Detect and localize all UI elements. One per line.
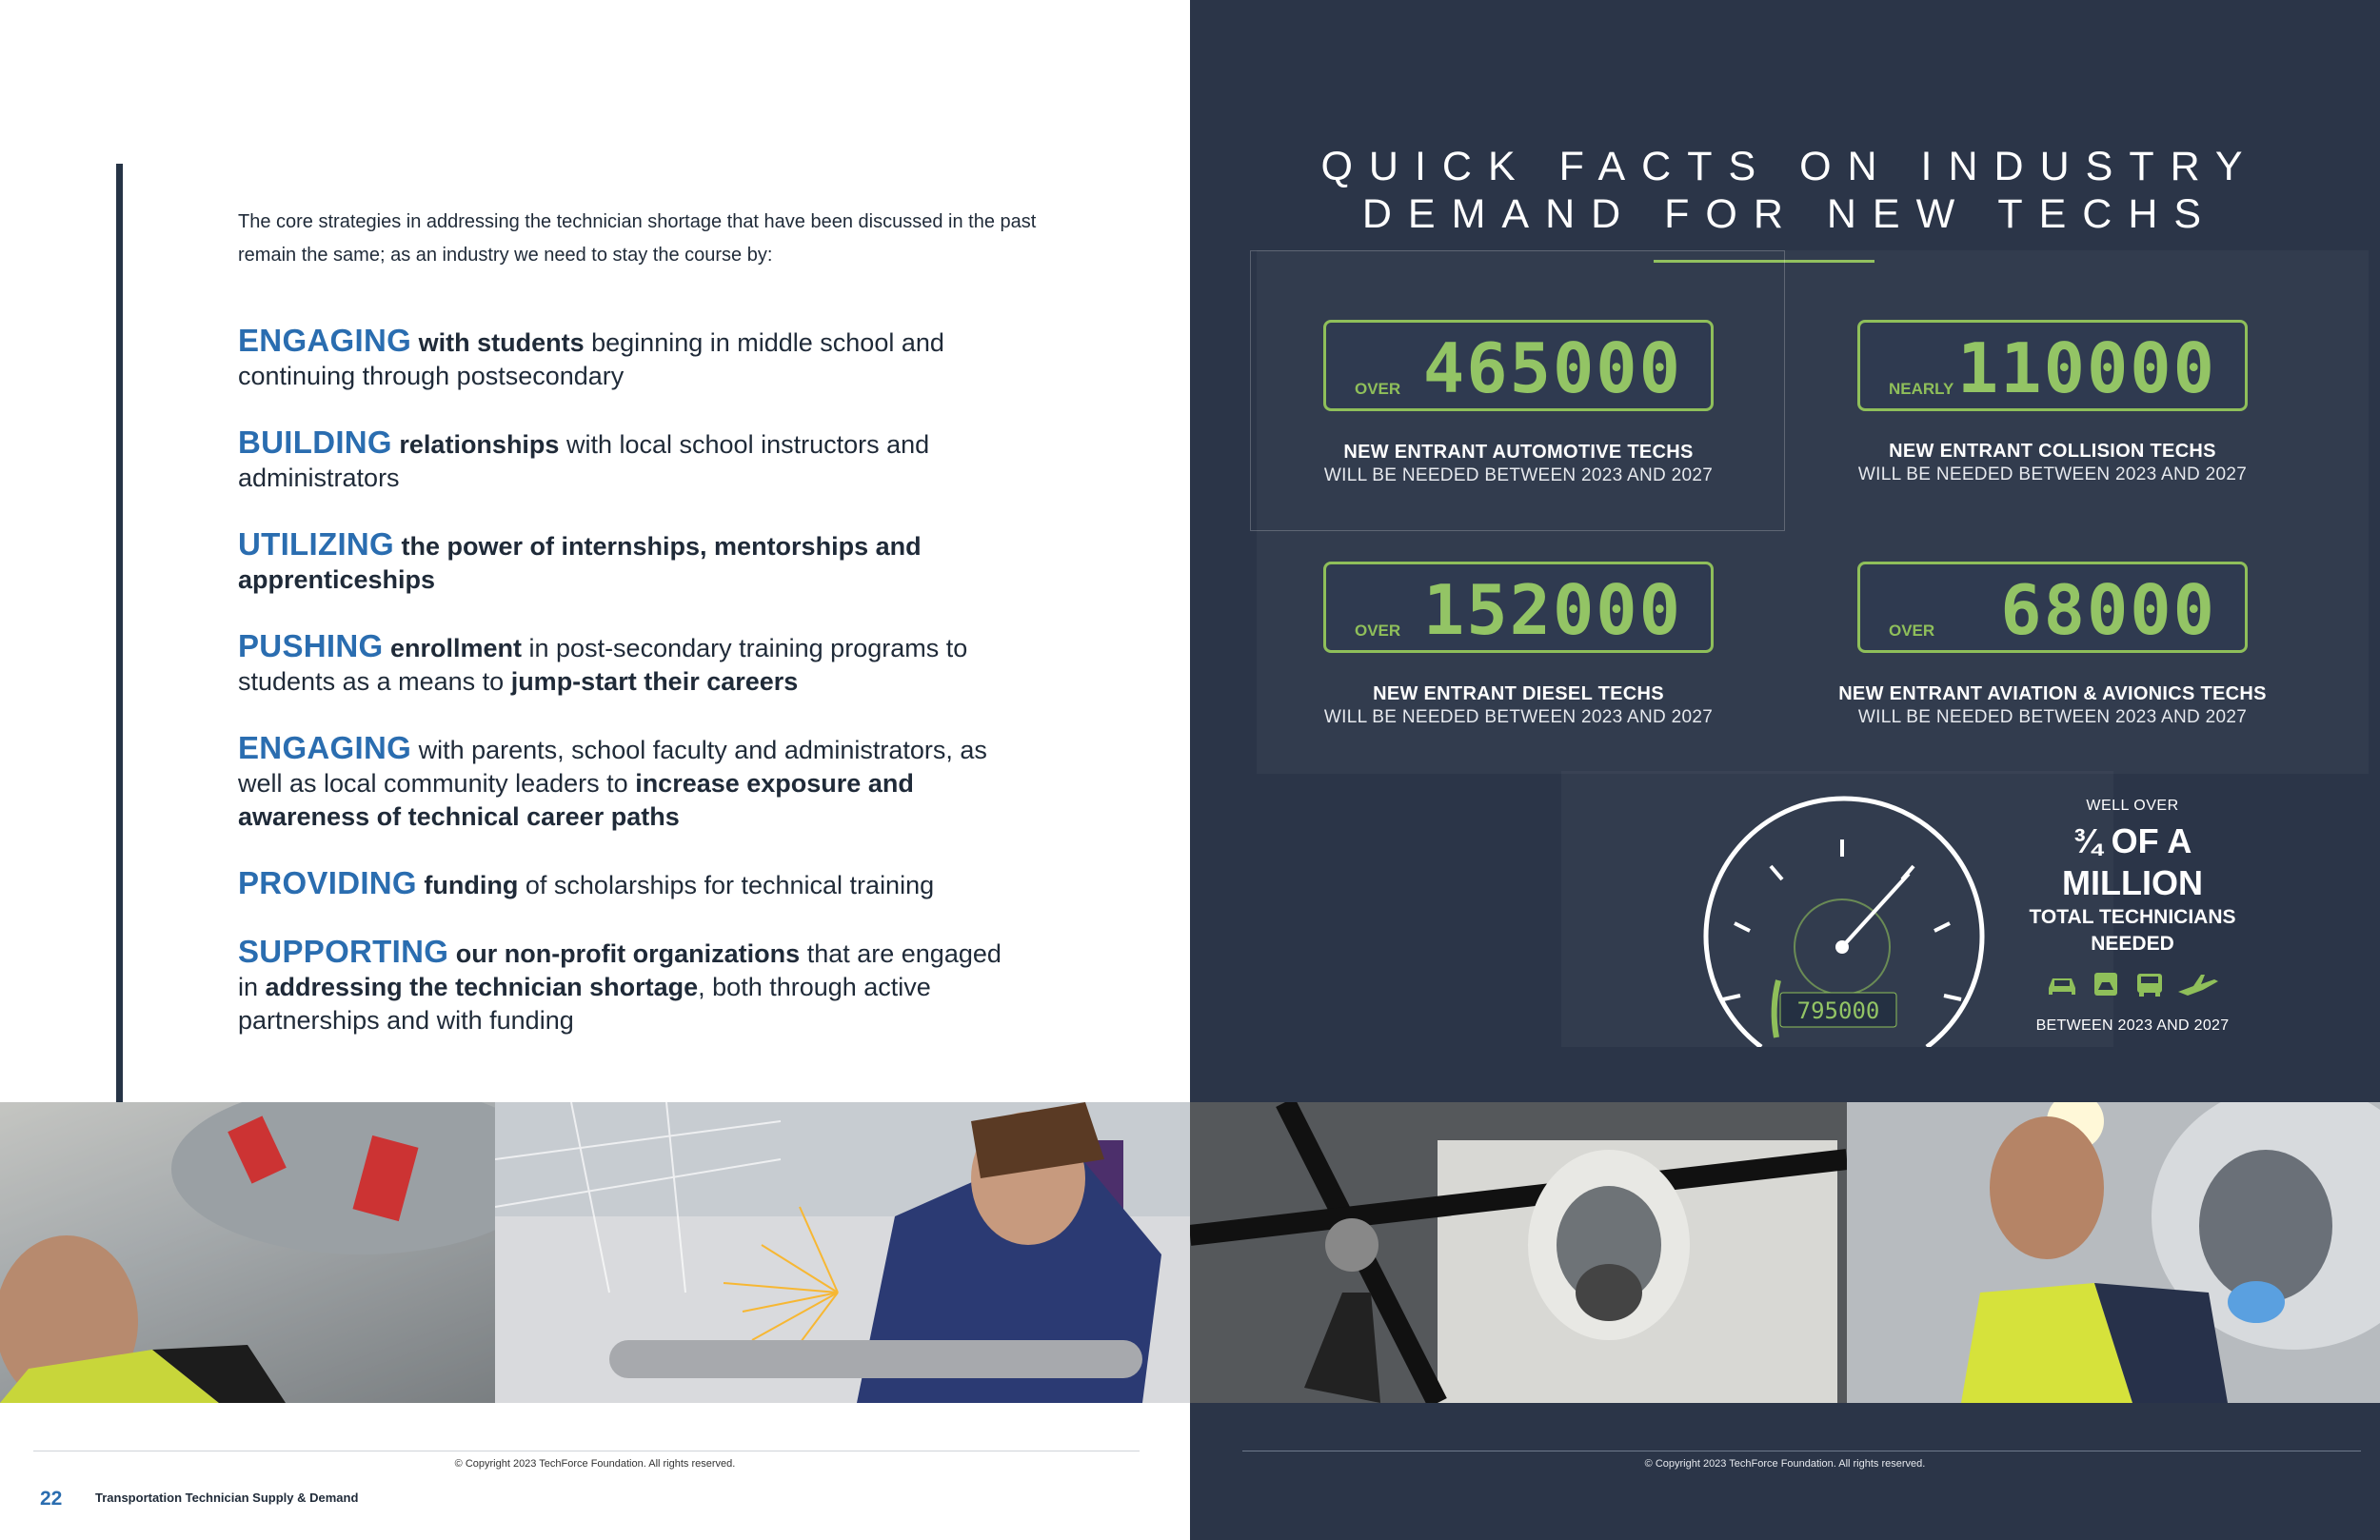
strategy-building	[238, 425, 1028, 495]
photo-aircraft-technician	[0, 1102, 495, 1403]
counter-digits: 68000	[2000, 570, 2216, 650]
strategy-text: , both through active partnerships and with funding	[238, 973, 931, 1035]
total-block	[1495, 771, 2294, 1047]
fact-sub: WILL BE NEEDED BETWEEN 2023 AND 2027	[1857, 707, 2248, 727]
truck-icon	[2132, 971, 2167, 1004]
photo-strip	[0, 1102, 2380, 1403]
counter-automotive	[1323, 320, 1714, 411]
fact-label: NEW ENTRANT AVIATION & AVIONICS TECHS	[1838, 683, 2267, 704]
odometer-readout: 795000	[1796, 997, 1880, 1024]
gauge-needle	[1842, 874, 1909, 947]
strategy-text: that are engaged in	[238, 939, 1002, 1001]
copyright-left: © Copyright 2023 TechForce Foundation. All rights reserved.	[454, 1458, 736, 1470]
strategy-providing	[238, 866, 1028, 902]
quick-facts-title	[1190, 143, 2380, 238]
total-subhead-1: TOTAL TECHNICIANS	[2029, 906, 2236, 928]
fact-sub: WILL BE NEEDED BETWEEN 2023 AND 2027	[1857, 464, 2248, 484]
intro-paragraph: The core strategies in addressing the technician shortage that have been discussed in the past remain the same; as an industry we need to stay the course by:	[238, 211, 1037, 266]
strategy-keyword: ENGAGING	[238, 323, 412, 358]
photo-welding-student	[495, 1102, 1190, 1403]
strategy-bold: relationships	[399, 430, 560, 459]
fact-sub: WILL BE NEEDED BETWEEN 2023 AND 2027	[1323, 465, 1714, 485]
caption-diesel	[1252, 681, 1785, 729]
gauge-ticks	[1723, 839, 1961, 999]
counter-digits: 110000	[1956, 328, 2216, 408]
strategy-keyword: BUILDING	[238, 424, 392, 460]
strategy-engaging-parents	[238, 731, 1028, 834]
strategy-text: in post-secondary training programs to students as a means to	[238, 634, 968, 696]
airplane-icon	[2176, 971, 2220, 1004]
vertical-rule	[116, 164, 123, 1106]
counter-prefix: NEARLY	[1889, 380, 1954, 398]
speedometer-gauge	[1495, 771, 2028, 1047]
fact-label: NEW ENTRANT COLLISION TECHS	[1889, 441, 2216, 462]
total-subhead-2: NEEDED	[2091, 933, 2174, 955]
car-icon	[2045, 971, 2079, 1004]
strategy-text: with local school instructors and administrators	[238, 430, 930, 492]
strategy-bold: enrollment	[389, 634, 522, 662]
strategy-text: with parents, school faculty and administrators, as well as local community leaders to	[238, 736, 987, 798]
title-line-2: DEMAND FOR NEW TECHS	[1361, 191, 2218, 237]
strategy-bold: our non-profit organizations	[455, 939, 801, 968]
total-years: BETWEEN 2023 AND 2027	[2035, 1017, 2230, 1034]
running-title: Transportation Technician Supply & Demand	[95, 1491, 359, 1505]
strategy-bold: with students	[418, 328, 585, 357]
counter-prefix: OVER	[1355, 622, 1401, 640]
caption-collision	[1786, 439, 2319, 486]
strategy-bold: funding	[424, 871, 519, 899]
fact-label: NEW ENTRANT DIESEL TECHS	[1373, 683, 1664, 704]
vehicle-icon-row	[2009, 971, 2256, 1004]
page-number: 22	[40, 1488, 63, 1510]
counter-diesel	[1323, 562, 1714, 653]
strategy-keyword: UTILIZING	[238, 526, 395, 562]
strategy-utilizing	[238, 527, 1028, 597]
strategy-bold: jump-start their careers	[510, 667, 799, 696]
total-prefix: WELL OVER	[2086, 798, 2179, 814]
fact-sub: WILL BE NEEDED BETWEEN 2023 AND 2027	[1323, 707, 1714, 727]
strategy-pushing	[238, 629, 1028, 699]
caption-automotive	[1252, 440, 1785, 487]
strategy-text: of scholarships for technical training	[525, 871, 935, 899]
gauge-green-arc	[1775, 980, 1778, 1037]
strategy-bold: the power of internships, mentorships and apprenticeships	[238, 532, 922, 594]
photo-paint-technician	[1190, 1102, 1847, 1403]
strategy-bold: addressing the technician shortage	[265, 973, 699, 1001]
counter-digits: 152000	[1422, 570, 1682, 650]
strategy-text: beginning in middle school and continuing through postsecondary	[238, 328, 944, 390]
photo-aviation-technician	[1847, 1102, 2380, 1403]
counter-collision	[1857, 320, 2248, 411]
fact-label: NEW ENTRANT AUTOMOTIVE TECHS	[1343, 442, 1694, 463]
strategy-bold: increase exposure and awareness of technical career paths	[238, 769, 914, 831]
gauge-hub	[1835, 940, 1849, 954]
strategy-engaging-students	[238, 324, 1028, 393]
counter-prefix: OVER	[1889, 622, 1935, 640]
strategy-keyword: PROVIDING	[238, 865, 417, 900]
counter-prefix: OVER	[1355, 380, 1401, 398]
strategy-keyword: PUSHING	[238, 628, 384, 663]
title-line-1: QUICK FACTS ON INDUSTRY	[1320, 144, 2259, 189]
strategy-keyword: SUPPORTING	[238, 934, 449, 969]
strategy-supporting	[238, 935, 1028, 1037]
total-headline: ¾ OF A MILLION	[2062, 821, 2203, 902]
counter-digits: 465000	[1422, 328, 1682, 408]
strategy-list	[238, 324, 1028, 1070]
collision-icon	[2089, 971, 2123, 1004]
counter-aviation	[1857, 562, 2248, 653]
copyright-right: © Copyright 2023 TechForce Foundation. All rights reserved.	[1644, 1458, 1926, 1470]
total-text	[2009, 798, 2256, 1035]
strategy-keyword: ENGAGING	[238, 730, 412, 765]
caption-aviation	[1786, 681, 2319, 729]
